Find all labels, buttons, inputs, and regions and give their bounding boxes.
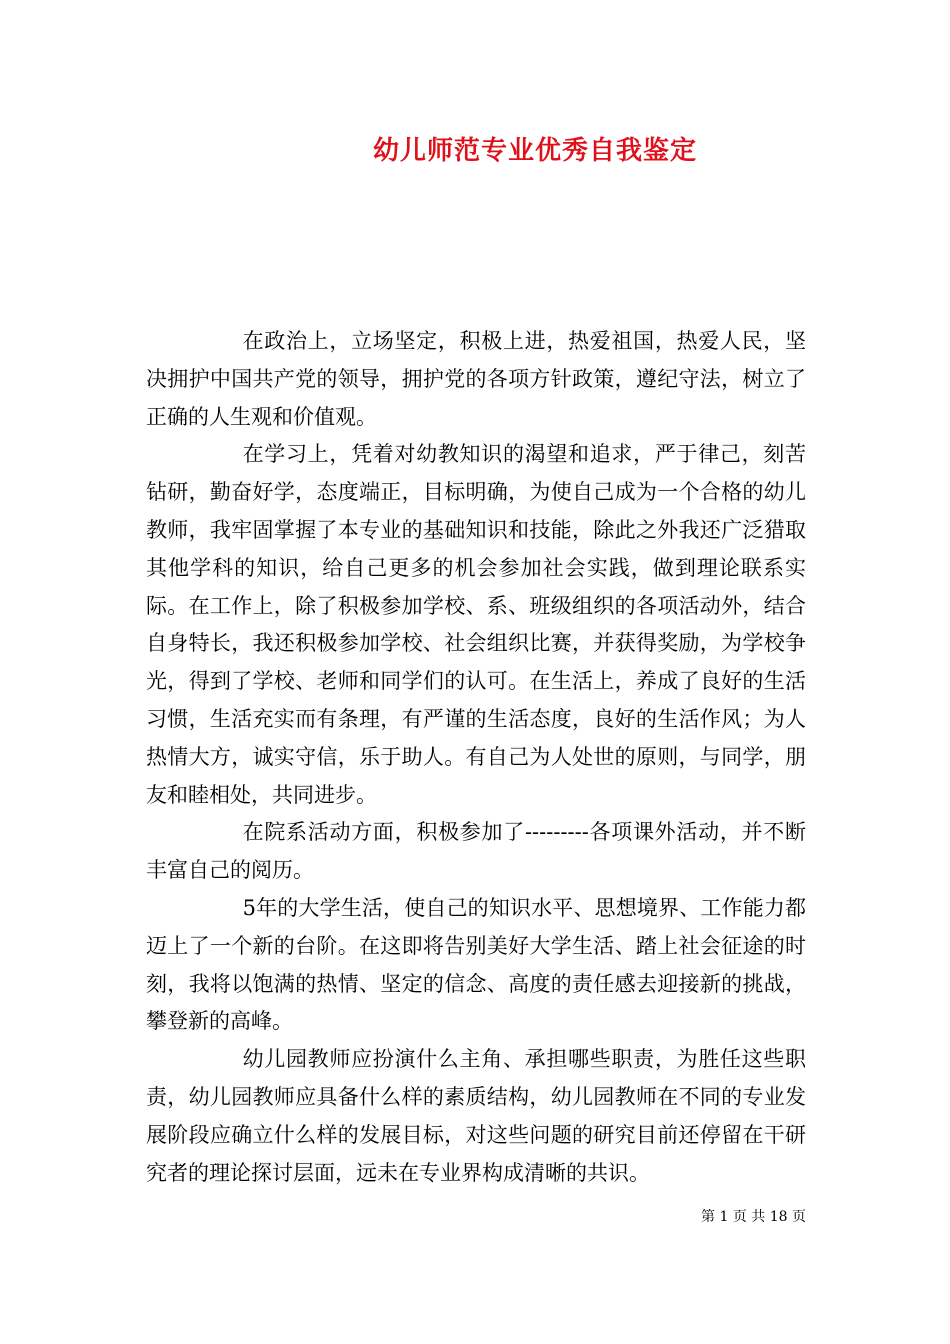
paragraph-teacher-role: 幼儿园教师应扮演什么主角、承担哪些职责，为胜任这些职责，幼儿园教师应具备什么样的素质结构，幼儿园教师在不同的专业发展阶段应确立什么样的发展目标，对这些问题的研究目前还停留在干研究者的理论探讨层面，远未在专业界构成清晰的共识。 xyxy=(146,1047,806,1185)
document-body xyxy=(146,323,806,1192)
paragraph-study-work-life: 在学习上，凭着对幼教知识的渴望和追求，严于律己，刻苦钻研，勤奋好学，态度端正，目标明确，为使自己成为一个合格的幼儿教师，我牢固掌握了本专业的基础知识和技能，除此之外我还广泛猎取其他学科的知识，给自己更多的机会参加社会实践，做到理论联系实际。在工作上，除了积极参加学校、系、班级组织的各项活动外，结合自身特长，我还积极参加学校、社会组织比赛，并获得奖励，为学校争光，得到了学校、老师和同学们的认可。在生活上，养成了良好的生活习惯，生活充实而有条理，有严谨的生活态度，良好的生活作风；为人热情大方，诚实守信，乐于助人。有自己为人处世的原则，与同学，朋友和睦相处，共同进步。 xyxy=(146,442,806,807)
paragraph-activities: 在院系活动方面，积极参加了---------各项课外活动，并不断丰富自己的阅历。 xyxy=(146,820,806,883)
document-title: 幼儿师范专业优秀自我鉴定 xyxy=(372,136,697,166)
paragraph-politics: 在政治上，立场坚定，积极上进，热爱祖国，热爱人民，坚决拥护中国共产党的领导，拥护党的各项方针政策，遵纪守法，树立了正确的人生观和价值观。 xyxy=(146,329,806,429)
page-number: 第 1 页 共 18 页 xyxy=(701,1209,806,1225)
paragraph-university-life: 5年的大学生活，使自己的知识水平、思想境界、工作能力都迈上了一个新的台阶。在这即将告别美好大学生活、踏上社会征途的时刻，我将以饱满的热情、坚定的信念、高度的责任感去迎接新的挑战，攀登新的高峰。 xyxy=(146,895,806,1034)
